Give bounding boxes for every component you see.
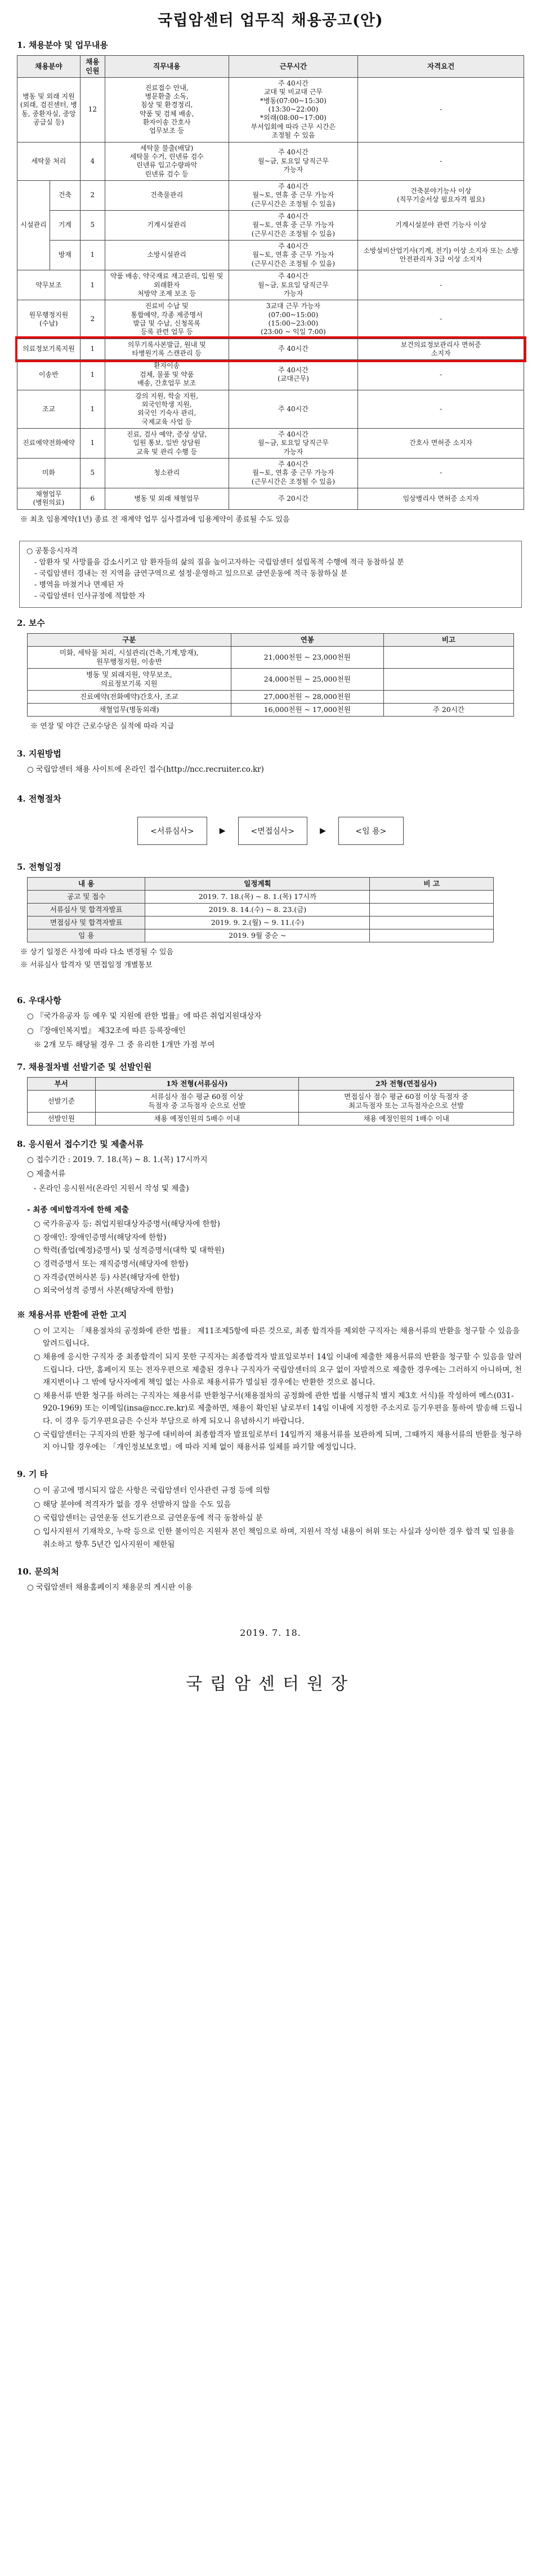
position-duty: 기계시설관리: [105, 211, 229, 241]
position-category: 채혈업무 (병원의료): [17, 488, 81, 510]
finalist-doc-item: ○ 학력(졸업(예정)증명서) 및 성적증명서(대학 및 대학원): [34, 1246, 225, 1256]
process-step: <면접심사>: [238, 817, 308, 845]
pay-category: 미화, 세탁물 처리, 시설관리(건축,기계,방재), 원무행정지원, 이송반: [28, 646, 231, 668]
etc-item: ○ 입사지원서 기재착오, 누락 등으로 인한 불이익은 지원자 본인 책임으로 하며, 지원서 작성 내용이 허위 또는 사실과 상이한 경우 합격 및 임용을 취소하고 향후 5년간 입사지원이 제한됨: [34, 1527, 515, 1549]
arrow-right-icon: ▶: [219, 826, 226, 836]
position-hours: 주 40시간 (교대근무): [229, 360, 358, 390]
finalist-docs-heading: - 최종 예비합격자에 한해 제출: [27, 1205, 129, 1214]
section-1-heading: 1. 채용분야 및 업무내용: [17, 40, 108, 50]
position-row: [17, 78, 524, 143]
schedule-note: [370, 904, 493, 916]
position-hours: 주 40시간 교대 및 비교대 근무 *병동(07:00~15:30) (13:30~22:00) *외래(08:00~17:00) 부서입회에 따라 근무 시간은 조정될 수 있음: [229, 78, 358, 143]
pay-row: [28, 690, 514, 703]
schedule-header: 일정계획: [145, 878, 370, 891]
section-2-note: ※ 연장 및 야간 근로수당은 실적에 따라 지급: [30, 722, 175, 731]
positions-header: 직무내용: [105, 56, 229, 78]
position-category: 세탁물 처리: [17, 142, 81, 180]
section-4-heading: 4. 전형절차: [17, 794, 61, 804]
contact-info: ○ 국립암센터 채용홈페이지 채용문의 게시판 이용: [27, 1582, 193, 1592]
schedule-note: [370, 916, 493, 929]
selection-category: 선발기준: [28, 1090, 96, 1112]
position-count: 12: [80, 78, 105, 143]
position-qualification: 간호사 면허증 소지자: [358, 428, 524, 458]
schedule-note: [370, 891, 493, 904]
pay-category: 채혈업무(병동외래): [28, 703, 231, 716]
schedule-date: 2019. 9. 2.(월) ~ 9. 11.(수): [145, 916, 370, 929]
schedule-row: [28, 904, 494, 916]
pay-header: 비고: [383, 633, 513, 646]
position-category: 진료예약전화예약: [17, 428, 81, 458]
selection-second: 채용 예정인원의 1배수 이내: [299, 1112, 514, 1125]
position-row: [17, 241, 524, 270]
position-hours: 주 40시간 월~토, 연휴 중 근무 가능자 (근무시간은 조정될 수 있음): [229, 459, 358, 488]
return-notice-item: ○ 이 고지는 「채용절차의 공정화에 관한 법률」 제11조제5항에 따른 것으로, 최종 합격자를 제외한 구직자는 채용서류의 반환을 청구할 수 있음을 알려드립니다.: [34, 1326, 520, 1349]
selection-first: 서류심사 점수 평균 60점 이상 득점자 중 고득점자 순으로 선발: [95, 1090, 299, 1112]
schedule-note: [370, 929, 493, 942]
document-page: [17, 0, 524, 1694]
box-item: - 병역을 마쳤거나 면제된 자: [34, 581, 124, 590]
position-hours: 주 20시간: [229, 488, 358, 510]
position-qualification: 임상병리사 면허증 소지자: [358, 488, 524, 510]
position-duty: 소방시설관리: [105, 241, 229, 270]
position-duty: 의무기록사본발급, 원내 및 타병원기록 스캔관리 등: [105, 339, 229, 360]
position-subcategory: 기계: [50, 211, 80, 241]
position-row: [17, 211, 524, 241]
pay-note: [383, 668, 513, 690]
position-category: 의료정보기록지원: [17, 339, 81, 360]
return-notice-item: ○ 국립암센터는 구직자의 반환 청구에 대비하여 최종합격자 발표일로부터 14일까지 채용서류를 보관하게 되며, 그때까지 채용서류의 반환을 청구하지 아니할 경우에는 「개인정보보호법」에 따라 지체 없이 채용서류 일체를 파기할 예정입니다.: [34, 1430, 522, 1452]
positions-header-row: [17, 56, 524, 78]
pay-amount: 24,000천원 ~ 25,000천원: [231, 668, 383, 690]
pay-note: 주 20시간: [383, 703, 513, 716]
positions-table: [17, 55, 524, 510]
return-notice-item: ○ 채용에 응시한 구직자 중 최종합격이 되지 못한 구직자는 최종합격자 발표일로부터 14일 이내에 제출한 채용서류의 반환을 청구할 수 있음을 알려드립니다. 다만, 홈페이지 또는 전자우편으로 제출된 경우나 구직자가 국립암센터의 요구 없이 자발적으로 제출한 경우에는 그러하지 아니하며, 천재지변이나 그 밖에 당사자에게 책임 없는 사유로 채용서류가 멸실된 경우에는 반환한 것으로 봅니다.: [34, 1352, 522, 1387]
position-hours: 주 40시간 월~금, 토요일 당직근무 가능자: [229, 270, 358, 300]
box-title: ○ 공통응시자격: [26, 546, 78, 555]
position-count: 1: [80, 360, 105, 390]
position-duty: 병동 및 외래 채혈업무: [105, 488, 229, 510]
process-step: <서류심사>: [137, 817, 207, 845]
application-line: ○ 제출서류: [27, 1169, 66, 1179]
finalist-doc-item: ○ 경력증명서 또는 재직증명서(해당자에 한함): [34, 1260, 189, 1269]
finalist-doc-item: ○ 국가유공자 등: 취업지원대상자증명서(해당자에 한함): [34, 1220, 220, 1229]
position-count: 1: [80, 270, 105, 300]
position-qualification: -: [358, 142, 524, 180]
pay-row: [28, 646, 514, 668]
position-row: [17, 488, 524, 510]
schedule-note: ※ 서류심사 합격자 및 면접일정 개별통보: [20, 961, 153, 970]
schedule-row: [28, 891, 494, 904]
position-duty: 강의 지원, 학술 지원, 외국인학생 지원, 외국인 기숙사 관리, 국제교육 사업 등: [105, 390, 229, 428]
preference-note: ※ 2개 모두 해당될 경우 그 중 유리한 1개만 가점 부여: [34, 1040, 215, 1050]
position-row: [17, 428, 524, 458]
position-qualification: 기계시설분야 관련 기능사 이상: [358, 211, 524, 241]
position-qualification: 건축분야기능사 이상 (직무기술서상 필요자격 필요): [358, 180, 524, 210]
box-item: - 국립암센터 경내는 전 지역을 금연구역으로 설정·운영하고 있으므로 금연운동에 적극 동참하실 분: [34, 570, 348, 579]
position-category: 시설관리: [17, 180, 50, 270]
finalist-doc-item: ○ 장애인: 장애인증명서(해당자에 한함): [34, 1233, 167, 1242]
schedule-header: 내 용: [28, 878, 145, 891]
box-item: - 암환자 및 사망률을 감소시키고 암 환자들의 삶의 질을 높이고자하는 국립암센터 설립목적 수행에 적극 동참하실 분: [34, 558, 404, 567]
position-count: 1: [80, 339, 105, 360]
schedule-header: 비 고: [370, 878, 493, 891]
schedule-item: 임 용: [28, 929, 145, 942]
section-10-heading: 10. 문의처: [17, 1566, 59, 1577]
section-2-heading: 2. 보수: [17, 617, 45, 628]
position-duty: 세탁물 불출(배달) 세탁물 수거, 린넨류 검수 린넨류 입고수량파악 린넨류 검수 등: [105, 142, 229, 180]
section-6-heading: 6. 우대사항: [17, 995, 61, 1006]
position-qualification: -: [358, 360, 524, 390]
position-duty: 약품 배송, 약국재료 재고관리, 입원 및 외래환자 처방약 조제 보조 등: [105, 270, 229, 300]
position-duty: 건축물관리: [105, 180, 229, 210]
application-line: - 온라인 응시원서(온라인 지원서 작성 및 제출): [34, 1184, 189, 1194]
position-duty: 청소관리: [105, 459, 229, 488]
position-row: [17, 390, 524, 428]
pay-note: [383, 646, 513, 668]
selection-row: [28, 1112, 514, 1125]
etc-item: ○ 해당 분야에 적격자가 없을 경우 선발하지 않을 수도 있음: [34, 1500, 231, 1509]
position-qualification: -: [358, 78, 524, 143]
etc-item: ○ 이 공고에 명시되지 않은 사항은 국립암센터 인사관련 규정 등에 의함: [34, 1486, 270, 1496]
position-row: [17, 270, 524, 300]
page-title: 국립암센터 업무직 채용공고(안): [158, 12, 383, 29]
position-row: [17, 180, 524, 210]
pay-header: 연봉: [231, 633, 383, 646]
schedule-date: 2019. 8. 14.(수) ~ 8. 23.(금): [145, 904, 370, 916]
position-row: [17, 300, 524, 339]
pay-row: [28, 668, 514, 690]
pay-note: [383, 690, 513, 703]
common-qualification-box: [19, 541, 522, 608]
positions-header: 채용분야: [17, 56, 81, 78]
etc-item: ○ 국립암센터는 금연운동 선도기관으로 금연운동에 적극 동참하실 분: [34, 1514, 263, 1523]
position-hours: 주 40시간: [229, 390, 358, 428]
position-subcategory: 건축: [50, 180, 80, 210]
position-hours: 주 40시간 월~토, 연휴 중 근무 가능자 (근무시간은 조정될 수 있음): [229, 180, 358, 210]
position-qualification: -: [358, 459, 524, 488]
positions-header: 채용인원: [80, 56, 105, 78]
position-count: 2: [80, 180, 105, 210]
position-category: 이송반: [17, 360, 81, 390]
selection-header: 부서: [28, 1077, 96, 1090]
finalist-doc-item: ○ 자격증(면허사본 등) 사본(해당자에 한함): [34, 1273, 180, 1282]
pay-header: 구분: [28, 633, 231, 646]
position-count: 4: [80, 142, 105, 180]
position-qualification: -: [358, 270, 524, 300]
position-row: [17, 142, 524, 180]
arrow-right-icon: ▶: [320, 826, 326, 836]
section-5-heading: 5. 전형일정: [17, 862, 61, 873]
position-qualification: -: [358, 300, 524, 339]
position-hours: 3교대 근무 가능자 (07:00~15:00) (15:00~23:00) (23:00 ~ 익일 7:00): [229, 300, 358, 339]
pay-table: [27, 633, 514, 717]
position-count: 5: [80, 211, 105, 241]
position-hours: 주 40시간 월~금, 토요일 당직근무 가능자: [229, 428, 358, 458]
apply-method: ○ 국립암센터 채용 사이트에 온라인 접수(http://ncc.recruiter.co.kr): [27, 764, 264, 774]
position-count: 6: [80, 488, 105, 510]
schedule-row: [28, 929, 494, 942]
position-duty: 환자이송 검체, 물품 및 약품 배송, 간호업무 보조: [105, 360, 229, 390]
positions-header: 자격요건: [358, 56, 524, 78]
signature: 국립암센터원장: [186, 1674, 355, 1694]
selection-header: 2차 전형(면접심사): [299, 1077, 514, 1090]
section-1-note: ※ 최초 임용계약(1년) 종료 전 재계약 업무 심사결과에 임용계약이 종료될 수도 있음: [20, 515, 290, 524]
position-hours: 주 40시간 월~토, 연휴 중 근무 가능자 (근무시간은 조정될 수 있음): [229, 241, 358, 270]
position-category: 조교: [17, 390, 81, 428]
pay-amount: 21,000천원 ~ 23,000천원: [231, 646, 383, 668]
position-hours: 주 40시간: [229, 339, 358, 360]
preference-item: ○ 『국가유공자 등 예우 및 지원에 관한 법률』에 따른 취업지원대상자: [27, 1012, 262, 1021]
position-qualification: -: [358, 390, 524, 428]
selection-second: 면접심사 점수 평균 60점 이상 득점자 중 최고득점자 또는 고득점자순으로 선발: [299, 1090, 514, 1112]
process-flow: [17, 817, 524, 845]
section-3-heading: 3. 지원방법: [17, 748, 61, 759]
pay-header-row: [28, 633, 514, 646]
selection-header: 1차 전형(서류심사): [95, 1077, 299, 1090]
pay-category: 진료예약(전화예약)간호사, 조교: [28, 690, 231, 703]
position-count: 1: [80, 241, 105, 270]
process-step: <임 용>: [338, 817, 404, 845]
position-category: 미화: [17, 459, 81, 488]
position-duty: 진료비 수납 및 통합예약, 각종 제증명서 발급 및 수납, 신청목록 등록 관련 업무 등: [105, 300, 229, 339]
position-qualification: 보건의료정보관리사 면허증 소지자: [358, 339, 524, 360]
position-qualification: 소방설비산업기사(기계, 전기) 이상 소지자 또는 소방안전관리자 3급 이상 소지자: [358, 241, 524, 270]
schedule-date: 2019. 9월 중순 ~: [145, 929, 370, 942]
position-count: 5: [80, 459, 105, 488]
position-count: 1: [80, 390, 105, 428]
position-category: 병동 및 외래 지원 (외래, 검진센터, 병동, 중환자실, 중앙공급실 등): [17, 78, 81, 143]
pay-amount: 16,000천원 ~ 17,000천원: [231, 703, 383, 716]
position-count: 1: [80, 428, 105, 458]
schedule-item: 공고 및 접수: [28, 891, 145, 904]
position-count: 2: [80, 300, 105, 339]
application-line: ○ 접수기간 : 2019. 7. 18.(목) ~ 8. 1.(목) 17시까지: [27, 1155, 208, 1164]
schedule-date: 2019. 7. 18.(목) ~ 8. 1.(목) 17시까: [145, 891, 370, 904]
section-7-heading: 7. 채용절차별 선발기준 및 선발인원: [17, 1061, 152, 1072]
position-hours: 주 40시간 월~토, 연휴 중 근무 가능자 (근무시간은 조정될 수 있음): [229, 211, 358, 241]
return-notice-item: ○ 채용서류 반환 청구를 하려는 구직자는 채용서류 반환청구서(채용절차의 공정화에 관한 법률 시행규칙 별지 제3호 서식)를 작성하여 메스(031-920-1969) 또는 이메일(insa@ncc.re.kr)로 제출하면, 채용이 확인된 날로부터 14일 이내에 지정한 주소지로 등기우편을 통하여 발송해 드립니다. 이 경우 등기우편요금은 수신자 부담으로 하게 되오니 유념하시기 바랍니다.: [34, 1391, 522, 1426]
selection-category: 선발인원: [28, 1112, 96, 1125]
pay-row: [28, 703, 514, 716]
position-category: 원무행정지원 (수납): [17, 300, 81, 339]
selection-row: [28, 1090, 514, 1112]
position-hours: 주 40시간 월~금, 토요일 당직근무 가능자: [229, 142, 358, 180]
pay-amount: 27,000천원 ~ 28,000천원: [231, 690, 383, 703]
position-row: [17, 360, 524, 390]
pay-category: 병동 및 외래지원, 약무보조, 의료정보기록 지원: [28, 668, 231, 690]
schedule-note: ※ 상기 일정은 사정에 따라 다소 변경될 수 있음: [20, 948, 174, 957]
finalist-doc-item: ○ 외국어성적 증명서 사본(해당자에 한함): [34, 1286, 174, 1296]
schedule-item: 서류심사 및 합격자발표: [28, 904, 145, 916]
selection-table: [27, 1077, 514, 1125]
preference-item: ○ 『장애인복지법』 제32조에 따른 등록장애인: [27, 1026, 186, 1035]
position-duty: 진료접수 안내, 병문환출 소독, 침상 및 환경정리, 약품 및 검체 배송, 환자이송 간호사 업무보조 등: [105, 78, 229, 143]
return-notice-heading: ※ 채용서류 반환에 관한 고지: [17, 1309, 127, 1320]
schedule-table: [27, 877, 494, 942]
position-row: [17, 339, 524, 360]
document-date: 2019. 7. 18.: [240, 1627, 301, 1639]
position-category: 약무보조: [17, 270, 81, 300]
position-duty: 진료, 검사 예약, 증상 상담, 입원 통보, 일반 상담원 교육 및 관리 수행 등: [105, 428, 229, 458]
schedule-row: [28, 916, 494, 929]
selection-first: 채용 예정인원의 5배수 이내: [95, 1112, 299, 1125]
schedule-item: 면접심사 및 합격자발표: [28, 916, 145, 929]
positions-header: 근무시간: [229, 56, 358, 78]
box-item: - 국립암센터 인사규정에 적합한 자: [34, 592, 145, 601]
section-9-heading: 9. 기 타: [17, 1469, 48, 1480]
schedule-header-row: [28, 878, 494, 891]
position-subcategory: 방재: [50, 241, 80, 270]
selection-header-row: [28, 1077, 514, 1090]
section-8-heading: 8. 응시원서 접수기간 및 제출서류: [17, 1138, 144, 1149]
position-row: [17, 459, 524, 488]
